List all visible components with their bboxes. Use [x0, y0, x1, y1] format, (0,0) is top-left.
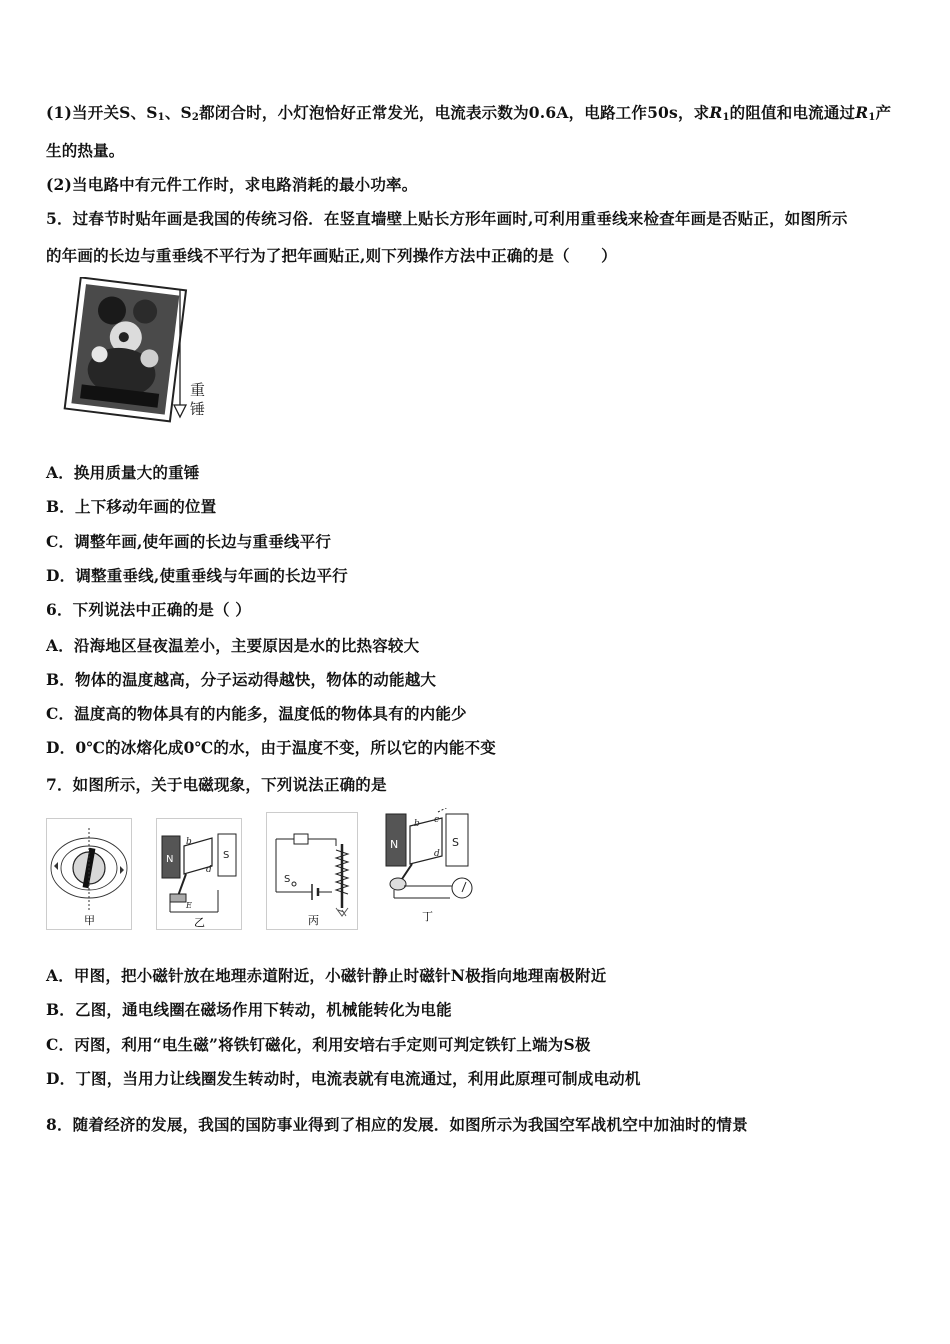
q4-part1-line1: (1)当开关S、$S_1$、$S_2$都闭合时，小灯泡恰好正常发光，电流表示数为0.6A，电路工作50s，求$R_1$的阻值和电流通过$R_1$产 [46, 103, 892, 123]
svg-text:b: b [186, 837, 192, 847]
q8-stem: 8．随着经济的发展，我国的国防事业得到了相应的发展．如图所示为我国空军战机空中加油时的情景 [46, 1115, 748, 1134]
q7-figure-ding [380, 808, 476, 930]
q7-caption-jia: 甲 [84, 914, 95, 927]
q5-option-d: D．调整重垂线,使重垂线与年画的长边平行 [46, 566, 348, 585]
q6-option-c: C．温度高的物体具有的内能多，温度低的物体具有的内能少 [46, 704, 467, 723]
q5-figure-label-chui: 锤 [190, 400, 206, 418]
svg-text:S: S [223, 850, 230, 861]
q7-caption-yi: 乙 [194, 916, 205, 929]
svg-text:c: c [434, 815, 440, 825]
svg-text:E: E [186, 901, 192, 910]
q7-option-a: A．甲图，把小磁针放在地理赤道附近，小磁针静止时磁针N极指向地理南极附近 [46, 966, 607, 985]
q5-new-year-painting-figure [52, 277, 222, 429]
q7-option-c: C．丙图，利用“电生磁”将铁钉磁化，利用安培右手定则可判定铁钉上端为S极 [46, 1035, 591, 1054]
q5-figure-label-zhong: 重 [190, 381, 206, 399]
q7-caption-ding: 丁 [422, 910, 433, 923]
q7-figure-yi [156, 818, 242, 930]
q5-option-b: B．上下移动年画的位置 [46, 497, 217, 516]
svg-text:b: b [414, 819, 420, 829]
q4-part2: (2)当电路中有元件工作时，求电路消耗的最小功率。 [46, 175, 418, 194]
q5-option-a: A．换用质量大的重锤 [46, 463, 200, 482]
q7-option-d: D．丁图，当用力让线圈发生转动时，电流表就有电流通过，利用此原理可制成电动机 [46, 1069, 641, 1088]
q5-painting-illustration [52, 277, 222, 429]
q6-option-d: D．0℃的冰熔化成0℃的水，由于温度不变，所以它的内能不变 [46, 738, 496, 757]
svg-text:S: S [284, 874, 291, 885]
q6-option-a: A．沿海地区昼夜温差小，主要原因是水的比热容较大 [46, 636, 420, 655]
q7-figure-jia [46, 818, 132, 930]
q4-part1-line2: 生的热量。 [46, 141, 125, 160]
svg-text:N: N [166, 854, 174, 865]
q5-stem-line2: 的年画的长边与重垂线不平行为了把年画贴正,则下列操作方法中正确的是（ ） [46, 246, 617, 265]
q5-stem-line1: 5．过春节时贴年画是我国的传统习俗．在竖直墙壁上贴长方形年画时,可利用重垂线来检查年画是否贴正，如图所示 [46, 209, 848, 228]
q7-stem: 7．如图所示，关于电磁现象，下列说法正确的是 [46, 775, 387, 794]
q5-option-c: C．调整年画,使年画的长边与重垂线平行 [46, 532, 332, 551]
svg-text:d: d [434, 849, 440, 859]
svg-text:d: d [206, 865, 212, 875]
q7-option-b: B．乙图，通电线圈在磁场作用下转动，机械能转化为电能 [46, 1000, 452, 1019]
q6-stem: 6．下列说法中正确的是（ ） [46, 600, 251, 619]
q7-caption-bing: 丙 [308, 914, 319, 927]
svg-text:S: S [452, 836, 459, 849]
q6-option-b: B．物体的温度越高，分子运动得越快，物体的动能越大 [46, 670, 437, 689]
svg-text:N: N [390, 838, 399, 851]
q7-figure-bing [266, 812, 358, 930]
